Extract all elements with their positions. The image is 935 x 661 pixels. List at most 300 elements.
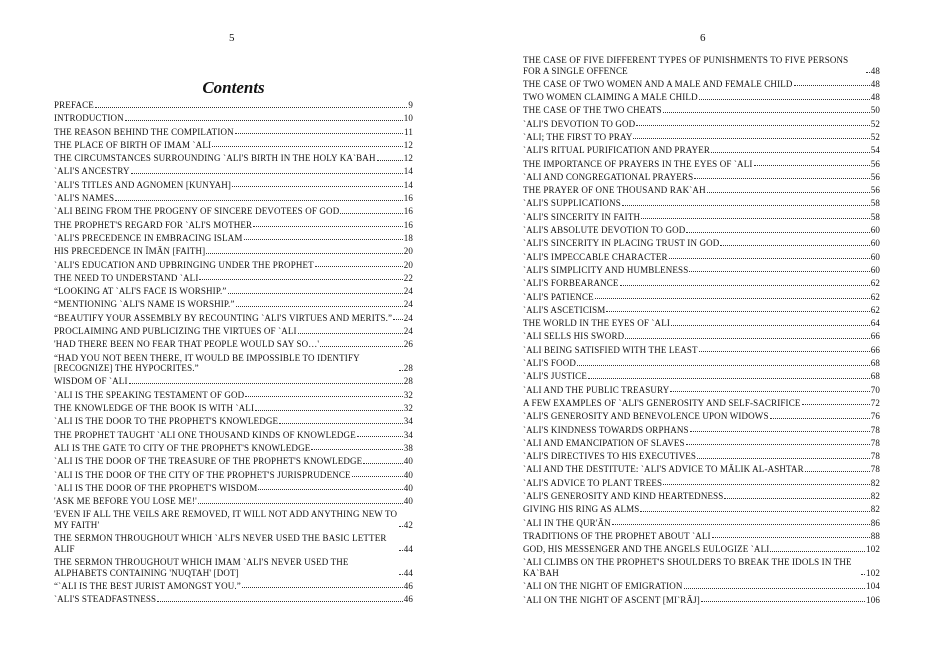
dot-leader: [242, 587, 403, 588]
toc-entry-title: `ALI IS THE DOOR OF THE PROPHET'S WISDOM: [54, 482, 258, 493]
toc-entry-page: 56: [870, 171, 880, 182]
toc-entry[interactable]: [54, 353, 413, 374]
toc-entry-title: `ALI IS THE DOOR OF THE CITY OF THE PROPHET'S JURISPRUDENCE: [54, 469, 351, 480]
dot-leader: [712, 537, 870, 538]
dot-leader: [399, 370, 403, 371]
toc-entry-title: PREFACE: [54, 100, 94, 110]
toc-entry-title: `ALI AND THE PUBLIC TREASURY: [523, 384, 670, 395]
dot-leader: [686, 444, 870, 445]
toc-entry-page: 76: [870, 411, 880, 422]
toc-entry-page: 20: [403, 259, 413, 270]
toc-entry-title: `ALI ON THE NIGHT OF ASCENT [MI`RĀJ]: [523, 594, 700, 605]
toc-entry[interactable]: [523, 464, 880, 475]
toc-entry-page: 70: [870, 384, 880, 395]
toc-entry[interactable]: [523, 105, 880, 116]
toc-entry-page: 78: [870, 424, 880, 435]
toc-entry[interactable]: [54, 166, 413, 177]
toc-entry-page: 40: [403, 482, 413, 493]
dot-leader: [866, 72, 870, 73]
toc-entry-title: HIS PRECEDENCE IN ĪMĀN [FAITH]: [54, 246, 206, 257]
toc-entry-title: THE CASE OF THE TWO CHEATS: [523, 105, 662, 116]
dot-leader: [640, 511, 869, 512]
toc-entry-page: 82: [870, 491, 880, 501]
dot-leader: [399, 574, 403, 575]
toc-entry-page: 40: [403, 496, 413, 507]
toc-entry[interactable]: [54, 533, 413, 554]
toc-entry-page: 102: [866, 544, 880, 555]
dot-leader: [393, 319, 403, 320]
toc-entry[interactable]: [54, 100, 413, 111]
toc-entry-title: `ALI CLIMBS ON THE PROPHET'S SHOULDERS TO BREAK THE IDOLS IN THE KA`BAH: [523, 557, 852, 578]
toc-entry-page: 42: [403, 519, 413, 530]
toc-entry-page: 16: [403, 193, 413, 204]
toc-entry-title: `ALI AND EMANCIPATION OF SLAVES: [523, 437, 685, 448]
toc-entry-page: 52: [870, 131, 880, 142]
dot-leader: [711, 152, 870, 153]
dot-leader: [399, 526, 403, 527]
toc-entry-page: 14: [403, 166, 413, 177]
dot-leader: [212, 146, 403, 147]
toc-entry-page: 48: [870, 65, 880, 76]
toc-entry-title: `ALI'S PATIENCE: [523, 291, 594, 302]
toc-entry-page: 38: [403, 442, 413, 453]
toc-entry[interactable]: [54, 443, 413, 454]
toc-entry-title: `ALI'S SINCERITY IN PLACING TRUST IN GOD: [523, 238, 720, 249]
toc-entry-title: `ALI'S ABSOLUTE DEVOTION TO GOD: [523, 225, 686, 236]
dot-leader: [633, 138, 869, 139]
toc-entry-page: 56: [870, 158, 880, 169]
toc-entry-title: `ALI AND CONGREGATIONAL PRAYERS: [523, 171, 694, 182]
toc-entry[interactable]: [523, 119, 880, 130]
page-number: 5: [229, 32, 235, 44]
toc-entry-page: 32: [403, 389, 413, 400]
toc-entry-page: 12: [403, 153, 413, 164]
toc-entry-title: `ALI; THE FIRST TO PRAY: [523, 131, 633, 142]
toc-entry-page: 58: [870, 198, 880, 209]
toc-entry-page: 62: [870, 278, 880, 289]
dot-leader: [311, 449, 402, 450]
toc-entry-title: THE PLACE OF BIRTH OF IMAM `ALI: [54, 139, 212, 150]
toc-entry-title: `ALI BEING FROM THE PROGENY OF SINCERE DEVOTEES OF GOD: [54, 206, 340, 217]
left-page: [0, 0, 467, 661]
toc-entry[interactable]: [54, 390, 413, 401]
toc-entry-title: “`ALI IS THE BEST JURIST AMONGST YOU.”: [54, 580, 241, 591]
toc-entry-title: “LOOKING AT `ALI'S FACE IS WORSHIP.”: [54, 286, 227, 297]
dot-leader: [232, 186, 403, 187]
toc-entry-page: 60: [870, 251, 880, 262]
toc-entry-page: 104: [866, 581, 880, 592]
toc-entry[interactable]: [523, 491, 880, 502]
toc-entry-page: 60: [870, 238, 880, 249]
toc-entry-page: 12: [403, 139, 413, 150]
dot-leader: [701, 601, 865, 602]
toc-entry[interactable]: [523, 595, 880, 606]
toc-list: [523, 55, 880, 608]
toc-entry-title: PROCLAIMING AND PUBLICIZING THE VIRTUES OF `ALI: [54, 326, 297, 337]
dot-leader: [805, 471, 870, 472]
toc-entry[interactable]: [54, 557, 413, 578]
dot-leader: [253, 226, 402, 227]
toc-entry-page: 66: [870, 331, 880, 342]
toc-entry-page: 50: [870, 105, 880, 116]
toc-entry-page: 44: [403, 543, 413, 554]
toc-entry-page: 34: [403, 429, 413, 440]
toc-entry-title: THE PRAYER OF ONE THOUSAND RAK`AH: [523, 185, 706, 196]
dot-leader: [357, 436, 403, 437]
dot-leader: [157, 601, 402, 602]
toc-entry-title: `ALI'S DIRECTIVES TO HIS EXECUTIVES: [523, 451, 697, 462]
dot-leader: [641, 218, 870, 219]
toc-entry-title: THE CASE OF TWO WOMEN AND A MALE AND FEMALE CHILD: [523, 78, 793, 89]
toc-entry-title: `ALI'S FORBEARANCE: [523, 278, 619, 289]
toc-entry[interactable]: [54, 220, 413, 231]
toc-entry-title: `ALI'S ASCETICISM: [523, 304, 606, 315]
toc-entry-title: `ALI'S ADVICE TO PLANT TREES: [523, 477, 663, 488]
toc-entry[interactable]: [523, 557, 880, 578]
toc-entry-title: `ALI'S FOOD: [523, 358, 577, 369]
toc-entry[interactable]: [523, 544, 880, 555]
toc-entry-page: 40: [403, 469, 413, 480]
toc-entry[interactable]: [523, 292, 880, 303]
toc-entry[interactable]: [523, 198, 880, 209]
toc-entry-title: GIVING HIS RING AS ALMS: [523, 504, 640, 515]
toc-entry-page: 64: [870, 318, 880, 329]
dot-leader: [298, 333, 403, 334]
toc-entry[interactable]: [54, 509, 413, 530]
dot-leader: [697, 458, 870, 459]
toc-entry-page: 32: [403, 403, 413, 414]
toc-entry[interactable]: [54, 286, 413, 297]
toc-entry-page: 9: [408, 100, 413, 110]
toc-entry-title: THE SERMON THROUGHOUT WHICH `ALI'S NEVER USED THE BASIC LETTER ALIF: [54, 533, 387, 554]
toc-entry-title: `ALI'S GENEROSITY AND KIND HEARTEDNESS: [523, 491, 724, 501]
toc-entry[interactable]: [523, 132, 880, 143]
dot-leader: [595, 298, 870, 299]
toc-entry-page: 56: [870, 185, 880, 196]
toc-entry-page: 78: [870, 437, 880, 448]
toc-entry[interactable]: [523, 358, 880, 369]
toc-entry-title: `ALI'S SINCERITY IN FAITH: [523, 211, 641, 222]
toc-entry[interactable]: [54, 153, 413, 164]
toc-entry-page: 28: [403, 363, 413, 374]
dot-leader: [340, 213, 402, 214]
dot-leader: [670, 391, 869, 392]
toc-entry[interactable]: [523, 345, 880, 356]
toc-entry-page: 86: [870, 517, 880, 528]
toc-entry[interactable]: [523, 55, 880, 76]
toc-entry-page: 14: [403, 179, 413, 190]
toc-entry-title: `ALI'S GENEROSITY AND BENEVOLENCE UPON WIDOWS: [523, 411, 769, 422]
toc-entry-title: `ALI'S IMPECCABLE CHARACTER: [523, 251, 668, 262]
toc-entry-page: 22: [403, 272, 413, 283]
toc-entry-title: `ALI IS THE DOOR OF THE TREASURE OF THE PROPHET'S KNOWLEDGE: [54, 456, 363, 467]
dot-leader: [794, 85, 870, 86]
dot-leader: [95, 107, 407, 108]
toc-entry[interactable]: [523, 581, 880, 592]
toc-entry[interactable]: [54, 339, 413, 350]
toc-entry-page: 68: [870, 358, 880, 369]
toc-entry[interactable]: [523, 252, 880, 263]
dot-leader: [577, 365, 870, 366]
dot-leader: [206, 253, 402, 254]
toc-entry-page: 66: [870, 344, 880, 355]
toc-entry[interactable]: [523, 518, 880, 529]
toc-entry[interactable]: [54, 193, 413, 204]
toc-entry[interactable]: [523, 79, 880, 90]
toc-entry[interactable]: [523, 212, 880, 223]
toc-entry[interactable]: [54, 233, 413, 244]
dot-leader: [663, 484, 870, 485]
dot-leader: [754, 165, 870, 166]
toc-entry-page: 26: [403, 339, 413, 350]
toc-entry[interactable]: [54, 140, 413, 151]
toc-entry-title: THE REASON BEHIND THE COMPILATION: [54, 126, 234, 137]
toc-entry-page: 46: [403, 580, 413, 591]
dot-leader: [315, 266, 403, 267]
toc-entry-title: 'ASK ME BEFORE YOU LOSE ME!': [54, 496, 197, 507]
dot-leader: [669, 258, 870, 259]
toc-entry[interactable]: [54, 430, 413, 441]
toc-entry-page: 28: [403, 376, 413, 387]
toc-entry-page: 48: [870, 78, 880, 89]
toc-entry-title: `ALI'S SIMPLICITY AND HUMBLENESS: [523, 264, 689, 275]
dot-leader: [620, 285, 870, 286]
dot-leader: [352, 476, 403, 477]
toc-entry[interactable]: [54, 206, 413, 217]
toc-entry-title: “HAD YOU NOT BEEN THERE, IT WOULD BE IMPOSSIBLE TO IDENTIFY [RECOGNIZE] THE HYPOCRITES.”: [54, 352, 360, 374]
toc-entry[interactable]: [54, 581, 413, 592]
toc-entry-title: `ALI'S NAMES: [54, 193, 115, 204]
toc-entry[interactable]: [54, 496, 413, 507]
toc-entry-title: `ALI'S EDUCATION AND UPBRINGING UNDER THE PROPHET: [54, 259, 314, 270]
dot-leader: [131, 173, 403, 174]
toc-entry[interactable]: [523, 478, 880, 489]
dot-leader: [684, 588, 865, 589]
toc-entry-title: `ALI BEING SATISFIED WITH THE LEAST: [523, 344, 698, 355]
toc-entry[interactable]: [523, 305, 880, 316]
dot-leader: [245, 396, 402, 397]
dot-leader: [198, 503, 403, 504]
dot-leader: [255, 410, 403, 411]
toc-entry[interactable]: [54, 180, 413, 191]
toc-entry-title: 'EVEN IF ALL THE VEILS ARE REMOVED, IT WILL NOT ADD ANYTHING NEW TO MY FAITH': [54, 509, 398, 530]
toc-list: [54, 100, 413, 607]
toc-entry-page: 18: [403, 232, 413, 243]
toc-entry-title: THE CASE OF FIVE DIFFERENT TYPES OF PUNISHMENTS TO FIVE PERSONS FOR A SINGLE OFFENCE: [523, 55, 849, 76]
dot-leader: [770, 551, 865, 552]
toc-entry-title: `ALI ON THE NIGHT OF EMIGRATION: [523, 581, 683, 592]
toc-entry-title: 'HAD THERE BEEN NO FEAR THAT PEOPLE WOULD SAY SO…': [54, 339, 320, 350]
toc-entry-page: 72: [870, 397, 880, 408]
dot-leader: [694, 178, 869, 179]
toc-entry-page: 102: [866, 567, 880, 578]
dot-leader: [663, 112, 870, 113]
toc-entry-page: 20: [403, 246, 413, 257]
toc-entry-page: 48: [870, 92, 880, 103]
toc-entry-page: 44: [403, 567, 413, 578]
toc-entry[interactable]: [523, 398, 880, 409]
toc-entry-title: THE CIRCUMSTANCES SURROUNDING `ALI'S BIRTH IN THE HOLY KA`BAH: [54, 153, 376, 164]
toc-entry-page: 78: [870, 464, 880, 475]
toc-entry[interactable]: [523, 451, 880, 462]
toc-entry-title: `ALI IS THE DOOR TO THE PROPHET'S KNOWLEDGE: [54, 416, 279, 427]
toc-entry-title: `ALI SELLS HIS SWORD: [523, 331, 625, 342]
toc-entry-title: `ALI'S KINDNESS TOWARDS ORPHANS: [523, 424, 689, 435]
dot-leader: [686, 232, 869, 233]
toc-entry-page: 54: [870, 145, 880, 156]
toc-entry-title: `ALI'S RITUAL PURIFICATION AND PRAYER: [523, 145, 711, 156]
dot-leader: [699, 99, 870, 100]
toc-entry-title: `ALI'S ANCESTRY: [54, 166, 130, 177]
toc-entry[interactable]: [523, 438, 880, 449]
dot-leader: [707, 192, 870, 193]
toc-entry-page: 78: [870, 451, 880, 462]
toc-entry[interactable]: [523, 531, 880, 542]
dot-leader: [236, 306, 403, 307]
toc-entry-page: 40: [403, 456, 413, 467]
toc-entry-title: THE KNOWLEDGE OF THE BOOK IS WITH `ALI: [54, 403, 255, 414]
dot-leader: [612, 524, 870, 525]
dot-leader: [377, 160, 403, 161]
toc-entry-page: 24: [403, 312, 413, 323]
toc-entry[interactable]: [54, 376, 413, 387]
toc-entry[interactable]: [54, 456, 413, 467]
toc-entry-page: 58: [870, 211, 880, 222]
toc-entry-title: `ALI'S TITLES AND AGNOMEN [KUNYAH]: [54, 179, 232, 190]
dot-leader: [125, 120, 403, 121]
toc-entry-title: WISDOM OF `ALI: [54, 376, 128, 387]
toc-entry[interactable]: [54, 326, 413, 337]
toc-entry-page: 16: [403, 206, 413, 217]
toc-entry[interactable]: [523, 278, 880, 289]
toc-entry-page: 62: [870, 291, 880, 302]
toc-entry-page: 24: [403, 326, 413, 337]
toc-entry[interactable]: [523, 172, 880, 183]
dot-leader: [244, 239, 403, 240]
dot-leader: [622, 205, 870, 206]
dot-leader: [399, 550, 403, 551]
toc-entry-page: 52: [870, 118, 880, 129]
dot-leader: [320, 346, 403, 347]
toc-entry[interactable]: [523, 265, 880, 276]
toc-entry[interactable]: [54, 113, 413, 124]
dot-leader: [129, 383, 403, 384]
dot-leader: [235, 133, 403, 134]
toc-entry-title: `ALI'S STEADFASTNESS: [54, 594, 157, 605]
toc-entry[interactable]: [54, 127, 413, 138]
toc-entry-title: THE PROPHET'S REGARD FOR `ALI'S MOTHER: [54, 219, 253, 230]
toc-entry[interactable]: [54, 416, 413, 427]
toc-entry[interactable]: [523, 504, 880, 515]
toc-entry-page: 106: [866, 594, 880, 605]
toc-entry[interactable]: [54, 403, 413, 414]
toc-entry-page: 62: [870, 304, 880, 315]
toc-entry[interactable]: [523, 145, 880, 156]
toc-entry-page: 88: [870, 530, 880, 541]
toc-entry[interactable]: [523, 331, 880, 342]
toc-entry[interactable]: [54, 470, 413, 481]
dot-leader: [724, 498, 869, 499]
toc-entry-page: 60: [870, 225, 880, 236]
toc-entry-title: THE PROPHET TAUGHT `ALI ONE THOUSAND KINDS OF KNOWLEDGE: [54, 429, 356, 440]
dot-leader: [699, 351, 870, 352]
toc-entry-page: 68: [870, 371, 880, 382]
toc-entry[interactable]: [54, 273, 413, 284]
toc-entry[interactable]: [523, 159, 880, 170]
toc-entry-title: THE NEED TO UNDERSTAND `ALI: [54, 272, 199, 283]
toc-entry-title: THE SERMON THROUGHOUT WHICH IMAM `ALI'S NEVER USED THE ALPHABETS CONTAINING 'NUQTAH' [DOT]: [54, 557, 349, 578]
dot-leader: [115, 200, 403, 201]
toc-entry-page: 24: [403, 299, 413, 310]
toc-entry-title: TRADITIONS OF THE PROPHET ABOUT `ALI: [523, 530, 711, 541]
contents-title: Contents: [202, 78, 265, 97]
toc-entry-title: ALI IS THE GATE TO CITY OF THE PROPHET'S KNOWLEDGE: [54, 442, 311, 453]
dot-leader: [625, 338, 869, 339]
toc-entry-title: GOD, HIS MESSENGER AND THE ANGELS EULOGIZE `ALI: [523, 544, 770, 555]
toc-entry[interactable]: [523, 318, 880, 329]
toc-entry[interactable]: [54, 299, 413, 310]
toc-entry-page: 16: [403, 219, 413, 230]
toc-entry-title: A FEW EXAMPLES OF `ALI'S GENEROSITY AND SELF-SACRIFICE: [523, 397, 801, 408]
toc-entry-page: 10: [403, 113, 413, 124]
toc-entry[interactable]: [523, 238, 880, 249]
right-page: [468, 0, 935, 661]
toc-entry[interactable]: [523, 92, 880, 103]
toc-entry-page: 34: [403, 416, 413, 427]
dot-leader: [636, 125, 869, 126]
page-number: 6: [700, 32, 706, 44]
toc-entry-page: 82: [870, 477, 880, 488]
dot-leader: [228, 293, 403, 294]
toc-entry-title: `ALI'S PRECEDENCE IN EMBRACING ISLAM: [54, 232, 243, 243]
toc-entry-title: TWO WOMEN CLAIMING A MALE CHILD: [523, 92, 698, 103]
toc-entry[interactable]: [54, 594, 413, 605]
dot-leader: [606, 311, 869, 312]
toc-entry-page: 24: [403, 286, 413, 297]
dot-leader: [363, 463, 402, 464]
dot-leader: [690, 431, 870, 432]
toc-entry-title: `ALI'S SUPPLICATIONS: [523, 198, 621, 209]
toc-entry[interactable]: [54, 483, 413, 494]
dot-leader: [279, 423, 403, 424]
dot-leader: [588, 378, 870, 379]
toc-entry[interactable]: [54, 313, 413, 324]
toc-entry[interactable]: [523, 411, 880, 422]
toc-entry[interactable]: [54, 246, 413, 257]
dot-leader: [199, 279, 402, 280]
toc-entry[interactable]: [523, 385, 880, 396]
toc-entry-title: `ALI AND THE DESTITUTE: `ALI'S ADVICE TO MĀLIK AL-ASHTAR: [523, 464, 804, 475]
toc-entry[interactable]: [54, 260, 413, 271]
dot-leader: [802, 404, 870, 405]
toc-entry-title: THE WORLD IN THE EYES OF `ALI: [523, 318, 671, 329]
dot-leader: [770, 418, 870, 419]
toc-entry[interactable]: [523, 371, 880, 382]
toc-entry-page: 46: [403, 594, 413, 605]
toc-entry[interactable]: [523, 225, 880, 236]
toc-entry[interactable]: [523, 425, 880, 436]
toc-entry-page: 11: [404, 126, 413, 137]
dot-leader: [258, 489, 402, 490]
dot-leader: [861, 574, 865, 575]
toc-entry-page: 82: [870, 504, 880, 515]
toc-entry-title: “MENTIONING `ALI'S NAME IS WORSHIP.”: [54, 299, 235, 310]
toc-entry[interactable]: [523, 185, 880, 196]
dot-leader: [689, 271, 869, 272]
toc-entry-title: `ALI'S DEVOTION TO GOD: [523, 118, 636, 129]
dot-leader: [671, 325, 870, 326]
toc-entry-title: INTRODUCTION: [54, 113, 124, 124]
